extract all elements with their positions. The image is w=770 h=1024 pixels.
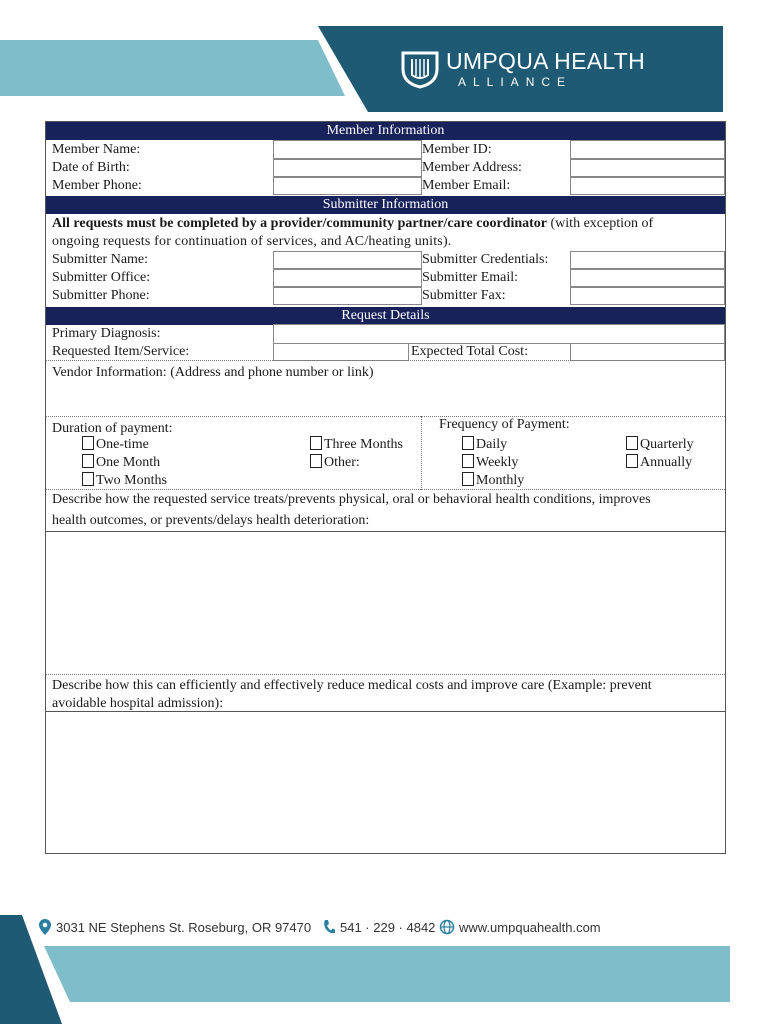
checkbox[interactable] [462, 436, 474, 450]
option-label: Weekly [476, 455, 519, 470]
divider [46, 489, 725, 490]
member-phone-label: Member Phone: [52, 178, 142, 193]
umpqua-logo [400, 46, 645, 92]
option-label: Daily [476, 437, 508, 452]
frequency-of-payment-label: Frequency of Payment: [439, 417, 570, 432]
expected-total-cost-field[interactable] [570, 343, 725, 361]
date-of-birth-field[interactable] [273, 159, 422, 177]
describe-treatment-line1: Describe how the requested service treats/prevents physical, oral or behavioral health conditions, improves [52, 492, 651, 507]
checkbox[interactable] [310, 436, 322, 450]
duration-option-one-month[interactable] [82, 454, 160, 472]
submitter-credentials-label: Submitter Credentials: [422, 252, 549, 267]
logo-subtitle: ALLIANCE [458, 75, 573, 89]
member-phone-field[interactable] [273, 177, 422, 195]
expected-total-cost-label: Expected Total Cost: [411, 344, 528, 359]
member-information-header: Member Information [46, 122, 725, 140]
submitter-fax-field[interactable] [570, 287, 725, 305]
checkbox[interactable] [626, 454, 638, 468]
option-label: Monthly [476, 473, 525, 488]
submitter-note-rest: (with exception of [547, 216, 654, 231]
member-name-label: Member Name: [52, 142, 141, 157]
member-address-label: Member Address: [422, 160, 522, 175]
option-label: Three Months [324, 437, 403, 452]
frequency-option-monthly[interactable] [462, 472, 524, 490]
submitter-credentials-field[interactable] [570, 251, 725, 269]
duration-option-three-months[interactable] [310, 436, 403, 454]
member-name-field[interactable] [273, 140, 422, 159]
duration-of-payment-label: Duration of payment: [52, 421, 173, 436]
submitter-name-label: Submitter Name: [52, 252, 149, 267]
frequency-option-weekly[interactable] [462, 454, 518, 472]
checkbox[interactable] [462, 472, 474, 486]
submitter-office-field[interactable] [273, 269, 422, 287]
divider [46, 360, 725, 361]
submitter-phone-field[interactable] [273, 287, 422, 305]
divider [421, 416, 422, 490]
submitter-fax-label: Submitter Fax: [422, 288, 506, 303]
submitter-email-field[interactable] [570, 269, 725, 287]
describe-treatment-textarea[interactable] [46, 532, 725, 674]
requested-item-label: Requested Item/Service: [52, 344, 190, 359]
footer-teal-band [44, 946, 730, 1002]
checkbox[interactable] [310, 454, 322, 468]
phone-text: 541 · 229 · 4842 [340, 919, 436, 935]
globe-icon [439, 919, 455, 935]
submitter-note-bold: All requests must be completed by a provider/community partner/care coordinator [52, 216, 548, 231]
member-email-field[interactable] [570, 177, 725, 195]
submitter-phone-label: Submitter Phone: [52, 288, 150, 303]
checkbox[interactable] [82, 454, 94, 468]
submitter-note-line1 [52, 215, 653, 233]
member-id-label: Member ID: [422, 142, 492, 157]
footer-address [38, 916, 311, 938]
website-link[interactable]: www.umpquahealth.com [459, 919, 601, 935]
describe-costs-textarea[interactable] [46, 712, 725, 853]
submitter-information-header: Submitter Information [46, 196, 725, 214]
checkbox[interactable] [82, 472, 94, 486]
checkbox[interactable] [462, 454, 474, 468]
duration-option-other[interactable] [310, 454, 360, 472]
frequency-option-daily[interactable] [462, 436, 507, 454]
option-label: One Month [96, 455, 161, 470]
address-text: 3031 NE Stephens St. Roseburg, OR 97470 [56, 919, 312, 935]
request-form [45, 121, 726, 854]
member-id-field[interactable] [570, 140, 725, 159]
duration-option-two-months[interactable] [82, 472, 167, 490]
submitter-email-label: Submitter Email: [422, 270, 519, 285]
request-details-header: Request Details [46, 307, 725, 325]
primary-diagnosis-field[interactable] [273, 324, 725, 344]
option-label: Other: [324, 455, 360, 470]
option-label: Quarterly [640, 437, 694, 452]
member-email-label: Member Email: [422, 178, 511, 193]
logo-title: UMPQUA HEALTH [446, 48, 646, 74]
primary-diagnosis-label: Primary Diagnosis: [52, 326, 161, 341]
header-teal-band [0, 40, 345, 96]
vendor-information-label: Vendor Information: (Address and phone number or link) [52, 365, 374, 380]
umpqua-shield-icon [400, 49, 440, 89]
phone-icon [322, 919, 336, 935]
option-label: One-time [96, 437, 149, 452]
describe-treatment-line2: health outcomes, or prevents/delays health deterioration: [52, 513, 370, 528]
submitter-name-field[interactable] [273, 251, 422, 269]
checkbox[interactable] [82, 436, 94, 450]
footer-phone [322, 916, 435, 938]
submitter-note-line2: ongoing requests for continuation of services, and AC/heating units). [52, 234, 452, 249]
describe-costs-line2: avoidable hospital admission): [52, 696, 224, 711]
footer-website[interactable] [439, 916, 601, 938]
option-label: Two Months [96, 473, 167, 488]
member-address-field[interactable] [570, 159, 725, 177]
submitter-office-label: Submitter Office: [52, 270, 151, 285]
requested-item-field[interactable] [273, 343, 409, 361]
date-of-birth-label: Date of Birth: [52, 160, 130, 175]
divider [46, 416, 725, 417]
duration-option-one-time[interactable] [82, 436, 149, 454]
location-pin-icon [38, 918, 52, 936]
frequency-option-quarterly[interactable] [626, 436, 694, 454]
divider [46, 674, 725, 675]
checkbox[interactable] [626, 436, 638, 450]
describe-costs-line1: Describe how this can efficiently and effectively reduce medical costs and improve care (Example: prevent [52, 678, 652, 693]
option-label: Annually [640, 455, 693, 470]
frequency-option-annually[interactable] [626, 454, 692, 472]
